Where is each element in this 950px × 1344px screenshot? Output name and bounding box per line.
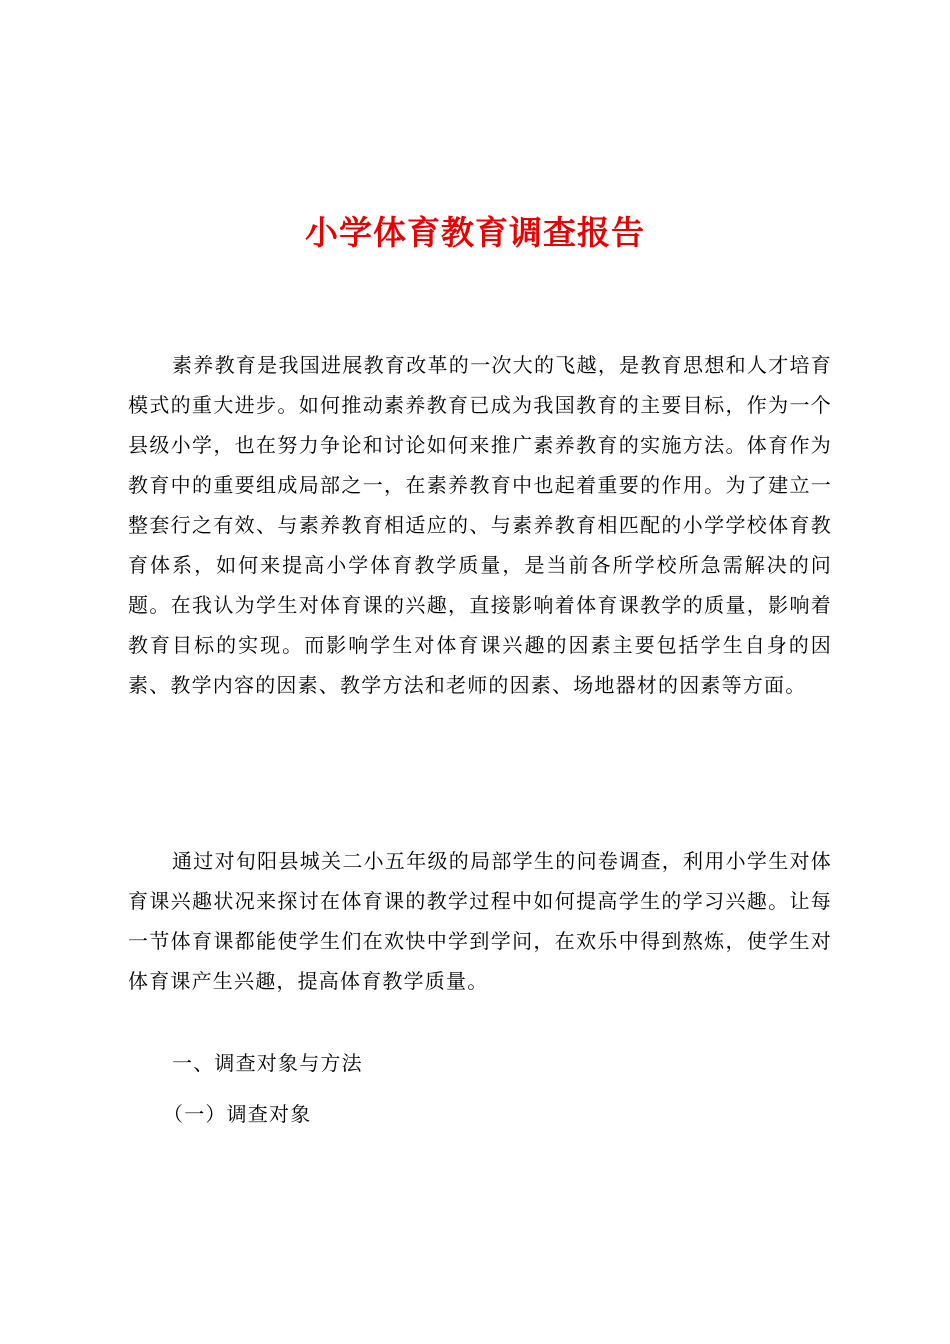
subsection-heading: （一）调查对象 xyxy=(163,1102,312,1126)
document-title: 小学体育教育调查报告 xyxy=(305,213,645,252)
section-heading: 一、调查对象与方法 xyxy=(172,1051,363,1075)
survey-paragraph: 通过对旬阳县城关二小五年级的局部学生的问卷调查，利用小学生对体育课兴趣状况来探讨在体育课的教学过程中如何提高学生的学习兴趣。让每一节体育课都能使学生们在欢快中学到学问，在欢乐中得到熬炼，使学生对体育课产生兴趣，提高体育教学质量。 xyxy=(128,849,832,993)
intro-paragraph: 素养教育是我国进展教育改革的一次大的飞越，是教育思想和人才培育模式的重大进步。如何推动素养教育已成为我国教育的主要目标，作为一个县级小学，也在努力争论和讨论如何来推广素养教育的实施方法。体育作为教育中的重要组成局部之一，在素养教育中也起着重要的作用。为了建立一整套行之有效、与素养教育相适应的、与素养教育相匹配的小学学校体育教育体系，如何来提高小学体育教学质量，是当前各所学校所急需解决的问题。在我认为学生对体育课的兴趣，直接影响着体育课教学的质量，影响着教育目标的实现。而影响学生对体育课兴趣的因素主要包括学生自身的因素、教学内容的因素、教学方法和老师的因素、场地器材的因素等方面。 xyxy=(128,353,832,697)
